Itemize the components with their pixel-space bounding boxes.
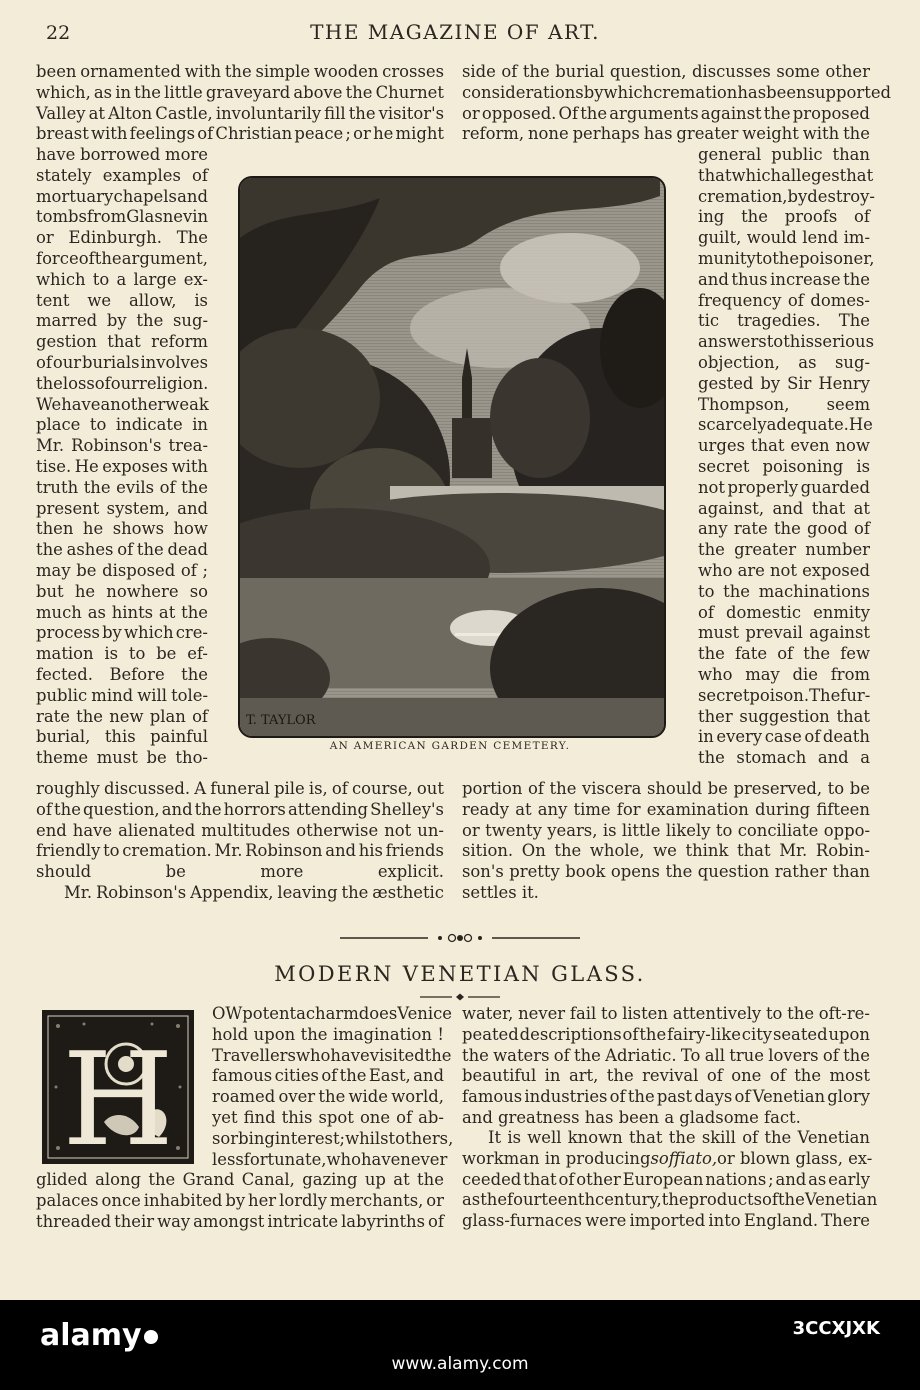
brand-text: alamy <box>40 1318 142 1353</box>
text-line: cremation, by destroy- <box>698 186 875 206</box>
text-line: tombs from Glasnevin <box>36 207 209 227</box>
illustration-caption: AN AMERICAN GARDEN CEMETERY. <box>329 740 571 752</box>
text-line: We have another weak <box>36 394 209 414</box>
text-line: and greatness has been a gladsome fact. <box>462 1108 801 1127</box>
text-line: famous cities of the East, and <box>212 1066 444 1086</box>
running-head <box>36 18 874 48</box>
text-line: ceeded that of other European nations ; and as early <box>462 1169 870 1189</box>
text-line: should be more explicit. <box>36 862 444 882</box>
text-line: tise. He exposes with <box>36 457 208 476</box>
text-line: which to a large ex- <box>36 269 208 289</box>
headline-ornament <box>420 992 500 1002</box>
text-line: but he nowhere so <box>36 581 208 601</box>
text-line-italic-term <box>462 1148 873 1169</box>
text-line: glass-furnaces were imported into England. There <box>462 1211 870 1231</box>
text-line: secret poisoning is <box>698 457 870 476</box>
text-line: yet find this spot one of ab- <box>212 1108 444 1127</box>
text-line: in every case of death <box>698 727 870 747</box>
text-line: the waters of the Adriatic. To all true lovers of the <box>462 1045 870 1065</box>
text-line: ing the proofs of <box>698 207 870 227</box>
text-line: truth the evils of the <box>36 477 208 497</box>
text-line: famous industries of the past days of Venetian glory <box>462 1087 870 1107</box>
dropcap-ornament <box>44 1012 192 1162</box>
text-line: tent we allow, is <box>36 290 208 310</box>
text-line: scarcely adequate. He <box>698 415 873 435</box>
section-divider-ornament <box>340 932 580 944</box>
text-line: son's pretty book opens the question rather than <box>462 862 870 882</box>
text-line: much as hints at the <box>36 602 208 622</box>
text-line: burial, this painful <box>36 727 208 747</box>
text-line: breast with feelings of Christian peace ; or he might <box>36 124 444 144</box>
text-line: ready at any time for examination during fifteen <box>462 799 870 819</box>
watermark-brand <box>40 1318 158 1353</box>
text-line: present system, and <box>36 498 208 518</box>
text-line: or twenty years, is little likely to conciliate oppo- <box>462 820 870 840</box>
text-line: have borrowed more <box>36 145 208 164</box>
text-line: friendly to cremation. Mr. Robinson and his friends <box>36 841 444 861</box>
text-line: been ornamented with the simple wooden crosses <box>36 62 444 81</box>
artist-signature: T. TAYLOR <box>246 713 316 728</box>
text-line: roughly discussed. A funeral pile is, of course, out <box>36 779 444 798</box>
text-line: water, never fail to listen attentively to the oft-re- <box>462 1004 870 1023</box>
text-line: may be disposed of ; <box>36 561 208 580</box>
text-line: the greater number <box>698 540 870 560</box>
text-line: sition. On the whole, we think that Mr. Robin- <box>462 841 870 861</box>
text-line: general public than <box>698 145 870 164</box>
text-line: against, and that at <box>698 498 870 518</box>
text-line: tic tragedies. The <box>698 311 870 331</box>
text-line: gestion that reform <box>36 332 208 352</box>
text-line: settles it. <box>462 883 539 902</box>
text-line: then he shows how <box>36 519 208 539</box>
italic-term: soffiato, <box>650 1148 718 1168</box>
line-part: or blown glass, ex- <box>717 1148 873 1168</box>
text-line: peated descriptions of the fairy-like city seated upon <box>462 1024 870 1044</box>
text-line: gested by Sir Henry <box>698 373 870 393</box>
page-number: 22 <box>46 22 71 44</box>
text-line: place to indicate in <box>36 415 208 435</box>
text-line: theme must be tho- <box>36 748 208 768</box>
image-id: 3CCXJXK <box>792 1318 880 1339</box>
text-line: who may die from <box>698 665 870 684</box>
text-line: or opposed. Of the arguments against the proposed <box>462 103 870 123</box>
text-line: side of the burial question, discusses some other <box>462 62 870 81</box>
text-line: that which alleges that <box>698 165 874 185</box>
text-line: objection, as sug- <box>698 353 870 372</box>
text-line: portion of the viscera should be preserved, to be <box>462 779 870 798</box>
text-line: munity to the poisoner, <box>698 249 875 268</box>
text-line: beautiful in art, the revival of one of the most <box>462 1066 870 1086</box>
text-line: or Edinburgh. The <box>36 228 208 248</box>
text-line: and thus increase the <box>698 269 870 289</box>
text-line: glided along the Grand Canal, gazing up at the <box>36 1170 444 1189</box>
text-line: guilt, would lend im- <box>698 228 870 248</box>
text-line: urges that even now <box>698 436 870 456</box>
text-line: Mr. Robinson's Appendix, leaving the æsthetic <box>64 883 444 902</box>
text-line: frequency of domes- <box>698 290 870 310</box>
text-line: Valley at Alton Castle, involuntarily fill the visitor's <box>36 103 444 123</box>
text-line: hold upon the imagination ! <box>212 1024 444 1044</box>
text-line: public mind will tole- <box>36 685 208 705</box>
text-line: the loss of our religion. <box>36 373 209 393</box>
text-line: marred by the sug- <box>36 311 208 331</box>
dropcap-letter: H <box>62 1026 174 1162</box>
text-line: which, as in the little graveyard above the Churnet <box>36 82 444 102</box>
text-line: the ashes of the dead <box>36 540 208 560</box>
text-line: threaded their way amongst intricate labyrinths of <box>36 1211 444 1231</box>
text-line: must prevail against <box>698 623 870 643</box>
text-line: of the question, and the horrors attending Shelley's <box>36 799 444 819</box>
text-line: considerations by which cremation has been supported <box>462 82 892 102</box>
line-part: workman in producing <box>462 1148 651 1168</box>
text-line: rate the new plan of <box>36 706 208 726</box>
text-line: Travellers who have visited the <box>212 1045 452 1065</box>
text-line: the stomach and a <box>698 748 870 768</box>
text-line: less fortunate, who have never <box>212 1149 448 1169</box>
text-line: secret poison. The fur- <box>698 685 871 705</box>
text-line: answers to this serious <box>698 332 875 352</box>
watermark-url: www.alamy.com <box>391 1354 529 1374</box>
text-line: of domestic enmity <box>698 602 870 622</box>
text-line: of our burials involves <box>36 353 208 372</box>
engraving-illustration <box>238 176 666 738</box>
text-line: OW potent a charm does Venice <box>212 1004 452 1023</box>
text-line: not properly guarded <box>698 477 870 497</box>
text-line: ther suggestion that <box>698 706 870 726</box>
text-line: roamed over the wide world, <box>212 1087 444 1107</box>
text-line: sorbing interest ; whilst others, <box>212 1128 454 1148</box>
text-line: mortuary chapels and <box>36 186 208 206</box>
text-line: reform, none perhaps has greater weight with the <box>462 124 870 144</box>
text-line: fected. Before the <box>36 665 208 684</box>
decorated-dropcap <box>42 1010 194 1164</box>
text-line: force of the argument, <box>36 249 208 268</box>
text-line: any rate the good of <box>698 519 870 539</box>
text-line: Thompson, seem <box>698 394 870 414</box>
text-line: process by which cre- <box>36 623 208 643</box>
article-headline: MODERN VENETIAN GLASS. <box>274 962 646 986</box>
brand-dot-icon <box>144 1330 158 1344</box>
cemetery-engraving <box>240 178 664 736</box>
text-line: It is well known that the skill of the Venetian <box>488 1128 870 1147</box>
text-line: stately examples of <box>36 165 208 185</box>
text-line: end have alienated multitudes otherwise not un- <box>36 820 444 840</box>
text-line: Mr. Robinson's trea- <box>36 436 208 456</box>
text-line: who are not exposed <box>698 561 870 580</box>
text-line: mation is to be ef- <box>36 644 208 664</box>
running-title: THE MAGAZINE OF ART. <box>310 20 600 44</box>
text-line: palaces once inhabited by her lordly merchants, or <box>36 1190 444 1210</box>
text-line: to the machinations <box>698 581 870 601</box>
text-line: the fate of the few <box>698 644 870 664</box>
text-line: as the fourteenth century, the products of the Venetian <box>462 1190 878 1210</box>
